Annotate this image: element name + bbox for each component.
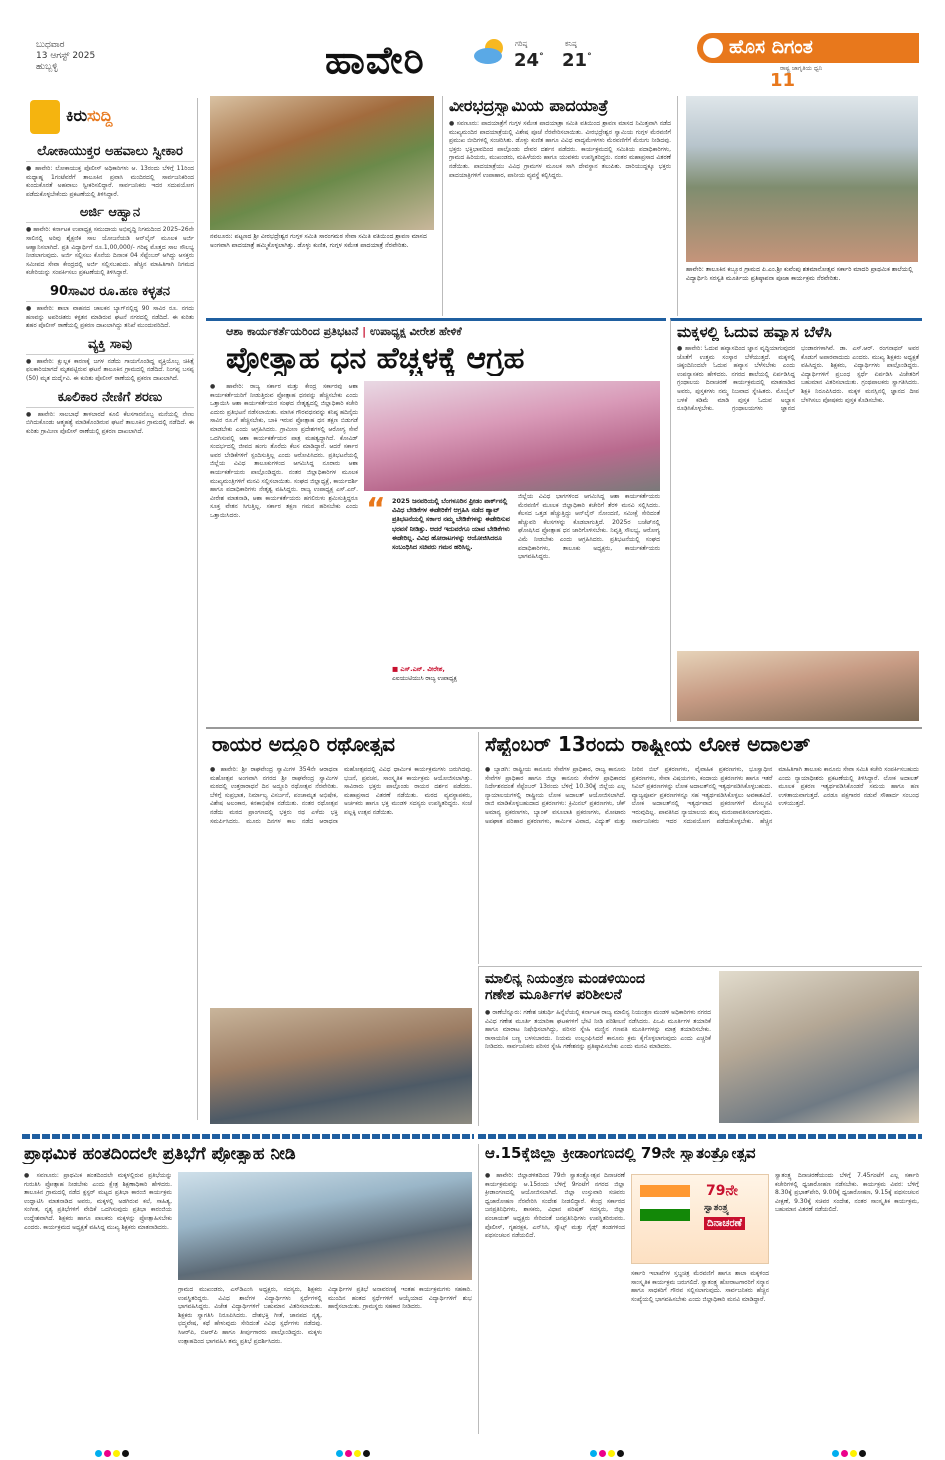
library-event-photo [677,651,919,721]
body-col2: ಸರ್ಕಾರಿ ಇಲಾಖೆಗಳ ಸ್ತಬ್ಧಚಿತ್ರ ಮೆರವಣಿಗೆ ಹಾಗೂ ಶಾಲಾ ಮಕ್ಕಳಿಂದ ಸಾಂಸ್ಕೃತಿಕ ಕಾರ್ಯಕ್ರಮ ಜರುಗಲಿದೆ. ಸ್ವಾತಂತ್ರ್ಯ ಹೋರಾಟಗಾರರಿಗೆ ಸನ್ಮಾನ ಹಾಗೂ ಸಾಧಕರಿಗೆ ಗೌರವ ಸಲ್ಲಿಸಲಾಗುವುದು. ಸಾರ್ವಜನಿಕರು ಹೆಚ್ಚಿನ ಸಂಖ್ಯೆಯಲ್ಲಿ ಭಾಗವಹಿಸಬೇಕು ಎಂದು ಜಿಲ್ಲಾಧಿಕಾರಿ ಮನವಿ ಮಾಡಿದ್ದಾರೆ. [631,1270,769,1303]
kicker-a: ಆಶಾ ಕಾರ್ಯಕರ್ತೆಯರಿಂದ ಪ್ರತಿಭಟನೆ [226,325,359,338]
brief-headline: ಅರ್ಜಿ ಆಹ್ವಾನ [26,205,194,223]
story-school-photo [682,96,922,316]
story-rathotsava [206,732,474,1126]
headline: ರಾಯರ ಅದ್ದೂರಿ ರಥೋತ್ಸವ [212,732,395,756]
flag-icon [640,1185,690,1221]
kicker-b: ಉಪಾಧ್ಯಕ್ಷ ವೀರೇಶ ಹೇಳಿಕೆ [369,325,462,338]
brief-item [26,144,194,199]
registration-marks-right [832,1442,868,1460]
chariot-photo [210,1008,472,1124]
brief-headline: ಲೋಕಾಯುಕ್ತರ ಅಹವಾಲು ಸ್ವೀಕಾರ [26,144,194,162]
story-padayatre [442,96,678,316]
brief-item [26,337,194,384]
body-col3: ಸ್ವಾತಂತ್ರ್ಯ ದಿನಾಚರಣೆಯಂದು ಬೆಳಿಗ್ಗೆ 7.45ಗಂಟೆಗೆ ಎಲ್ಲ ಸರ್ಕಾರಿ ಕಚೇರಿಗಳಲ್ಲಿ ಧ್ವಜಾರೋಹಣ ನಡೆಸಬೇಕು. ಕಾರ್ಯಕ್ರಮ ವಿವರ: ಬೆಳಿಗ್ಗೆ 8.30ಕ್ಕೆ ಪ್ರಭಾತ್‌ಪೇರಿ, 9.00ಕ್ಕೆ ಧ್ವಜಾರೋಹಣ, 9.15ಕ್ಕೆ ಪಥಸಂಚಲನ ವೀಕ್ಷಣೆ, 9.30ಕ್ಕೆ ಸಚಿವರ ಸಂದೇಶ, ನಂತರ ಸಾಂಸ್ಕೃತಿಕ ಕಾರ್ಯಕ್ರಮ, ಬಹುಮಾನ ವಿತರಣೆ ನಡೆಯಲಿದೆ. [775,1172,919,1214]
brief-body: ● ಹಾವೇರಿ: ಕ್ಷುಲ್ಲಕ ಕಾರಣಕ್ಕೆ ಜಗಳ ನಡೆದು ಗಾಯಗೊಂಡಿದ್ದ ವ್ಯಕ್ತಿಯೊಬ್ಬ ಚಿಕಿತ್ಸೆ ಫಲಕಾರಿಯಾಗದೆ ಮೃತಪಟ್ಟಿರುವ ಘಟನೆ ತಾಲೂಕಿನ ಗ್ರಾಮದಲ್ಲಿ ನಡೆದಿದೆ. ನಿಂಗಪ್ಪ ಬಸಪ್ಪ (50) ಮೃತ ದುರ್ದೈವಿ. ಈ ಕುರಿತು ಪೊಲೀಸ್ ಠಾಣೆಯಲ್ಲಿ ಪ್ರಕರಣ ದಾಖಲಾಗಿದೆ. [26,357,194,382]
body: ● ಸವಣೂರು: ಪಾದಯಾತ್ರೆಗೆ ಗುಗ್ಗಳ ಸಮೇತ ಪಾದಯಾತ್ರಾ ಸಮಿತಿ ವತಿಯಿಂದ ಶ್ರಾವಣ ಮಾಸದ ನಿಮಿತ್ತವಾಗಿ ನಡೆದ ಮುಖ್ಯಮಂದಿರ ಪಾದಯಾತ್ರೆಯಲ್ಲಿ ವಿಶೇಷ ಪೂಜೆ ನೆರವೇರಿಸಲಾಯಿತು. ವೀರಭದ್ರೇಶ್ವರ ಸ್ವಾಮಿಯ ಗುಗ್ಗಳ ಮೆರವಣಿಗೆ ಪ್ರಮುಖ ಬೀದಿಗಳಲ್ಲಿ ಸಂಚರಿಸಿತು. ಡೊಳ್ಳು ಕುಣಿತ ಹಾಗೂ ವಿವಿಧ ವಾದ್ಯಮೇಳಗಳು ಮೆರವಣಿಗೆಗೆ ಮೆರುಗು ನೀಡಿದವು. ಭಕ್ತರು ಭಕ್ತಿಭಾವದಿಂದ ಪಾಲ್ಗೊಂಡು ದೇವರ ದರ್ಶನ ಪಡೆದರು. ಕಾರ್ಯಕ್ರಮದಲ್ಲಿ ಸಮಿತಿಯ ಪದಾಧಿಕಾರಿಗಳು, ಗ್ರಾಮದ ಹಿರಿಯರು, ಮುಖಂಡರು, ಮಹಿಳೆಯರು ಹಾಗೂ ಯುವಕರು ಉಪಸ್ಥಿತರಿದ್ದರು. ನಂತರ ಮಹಾಪ್ರಸಾದ ವಿತರಣೆ ನಡೆಯಿತು. ಪಾದಯಾತ್ರೆಯು ವಿವಿಧ ಗ್ರಾಮಗಳ ಮೂಲಕ ಸಾಗಿ ದೇವಸ್ಥಾನ ತಲುಪಿತು. ದಾರಿಯುದ್ದಕ್ಕೂ ಭಕ್ತರು ಪಾದಯಾತ್ರಿಗಳಿಗೆ ಉಪಾಹಾರ, ಪಾನೀಯ ವ್ಯವಸ್ಥೆ ಕಲ್ಪಿಸಿದ್ದರು. [449,120,671,179]
headline: ಮಕ್ಕಳಲ್ಲಿ ಓದುವ ಹವ್ಯಾಸ ಬೆಳೆಸಿ [677,323,832,341]
protest-photo [364,381,660,491]
temp-min: 21° [562,50,592,71]
masthead [0,0,945,92]
body: ● ಬ್ಯಾಡಗಿ: ರಾಷ್ಟ್ರೀಯ ಕಾನೂನು ಸೇವೆಗಳ ಪ್ರಾಧಿಕಾರ, ರಾಜ್ಯ ಕಾನೂನು ಸೇವೆಗಳ ಪ್ರಾಧಿಕಾರ ಹಾಗೂ ಜಿಲ್ಲಾ ಕಾನೂನು ಸೇವೆಗಳ ಪ್ರಾಧಿಕಾರದ ನಿರ್ದೇಶನದಂತೆ ಸೆಪ್ಟೆಂಬರ್ 13ರಂದು ಬೆಳಿಗ್ಗೆ 10.30ಕ್ಕೆ ಜಿಲ್ಲೆಯ ಎಲ್ಲ ನ್ಯಾಯಾಲಯಗಳಲ್ಲಿ ರಾಷ್ಟ್ರೀಯ ಲೋಕ ಅದಾಲತ್ ಆಯೋಜಿಸಲಾಗಿದೆ. ರಾಜಿ ಮಾಡಿಕೊಳ್ಳಬಹುದಾದ ಪ್ರಕರಣಗಳು: ಕ್ರಿಮಿನಲ್ ಪ್ರಕರಣಗಳು, ಚೆಕ್ ಅಮಾನ್ಯ ಪ್ರಕರಣಗಳು, ಬ್ಯಾಂಕ್ ವಸೂಲಾತಿ ಪ್ರಕರಣಗಳು, ಮೋಟಾರು ಅಪಘಾತ ಪರಿಹಾರ ಪ್ರಕರಣಗಳು, ಕಾರ್ಮಿಕ ವಿವಾದ, ವಿದ್ಯುತ್ ಮತ್ತು ನೀರಿನ ಬಿಲ್ ಪ್ರಕರಣಗಳು, ವೈವಾಹಿಕ ಪ್ರಕರಣಗಳು, ಭೂಸ್ವಾಧೀನ ಪ್ರಕರಣಗಳು, ಸೇವಾ ವಿಷಯಗಳು, ಕಂದಾಯ ಪ್ರಕರಣಗಳು ಹಾಗೂ ಇತರೆ ಸಿವಿಲ್ ಪ್ರಕರಣಗಳನ್ನು ಲೋಕ ಅದಾಲತ್‌ನಲ್ಲಿ ಇತ್ಯರ್ಥಪಡಿಸಿಕೊಳ್ಳಬಹುದು. ವ್ಯಾಜ್ಯಪೂರ್ವ ಪ್ರಕರಣಗಳನ್ನೂ ಸಹ ಇತ್ಯರ್ಥಪಡಿಸಿಕೊಳ್ಳಲು ಅವಕಾಶವಿದೆ. ಲೋಕ ಅದಾಲತ್‌ನಲ್ಲಿ ಇತ್ಯರ್ಥವಾದ ಪ್ರಕರಣಗಳಿಗೆ ಮೇಲ್ಮನವಿ ಇರುವುದಿಲ್ಲ. ಪಾವತಿಸಿದ ನ್ಯಾಯಾಲಯ ಶುಲ್ಕ ಮರುಪಾವತಿಸಲಾಗುವುದು. ಸಾರ್ವಜನಿಕರು ಇದರ ಸದುಪಯೋಗ ಪಡೆದುಕೊಳ್ಳಬೇಕು. ಹೆಚ್ಚಿನ ಮಾಹಿತಿಗಾಗಿ ತಾಲೂಕು ಕಾನೂನು ಸೇವಾ ಸಮಿತಿ ಕಚೇರಿ ಸಂಪರ್ಕಿಸಬಹುದು ಎಂದು ನ್ಯಾಯಾಧೀಶರು ಪ್ರಕಟಣೆಯಲ್ಲಿ ತಿಳಿಸಿದ್ದಾರೆ. ಲೋಕ ಅದಾಲತ್ ಮೂಲಕ ಪ್ರಕರಣ ಇತ್ಯರ್ಥಪಡಿಸಿಕೊಂಡರೆ ಸಮಯ ಹಾಗೂ ಹಣ ಉಳಿತಾಯವಾಗುತ್ತದೆ. ಎರಡೂ ಪಕ್ಷಗಾರರ ನಡುವೆ ಸೌಹಾರ್ದ ಸಂಬಂಧ ಉಳಿಯುತ್ತದೆ. [485,766,919,825]
school-group-photo [686,96,918,262]
logo-emblem-icon [703,38,723,58]
edition-title: ಹಾವೇರಿ [325,38,425,82]
brief-headline: 90ಸಾವಿರ ರೂ.ಹಣ ಕಳ್ಳತನ [26,284,194,302]
procession-photo [210,96,434,230]
idol-inspection-photo [719,971,919,1123]
body-col1: ● ಹಾವೇರಿ: ಜಿಲ್ಲಾಡಳಿತದಿಂದ 79ನೇ ಸ್ವಾತಂತ್ರ್ಯೋತ್ಸವ ದಿನಾಚರಣೆ ಕಾರ್ಯಕ್ರಮವನ್ನು ಆ.15ರಂದು ಬೆಳಿಗ್ಗೆ 9ಗಂಟೆಗೆ ನಗರದ ಜಿಲ್ಲಾ ಕ್ರೀಡಾಂಗಣದಲ್ಲಿ ಆಯೋಜಿಸಲಾಗಿದೆ. ಜಿಲ್ಲಾ ಉಸ್ತುವಾರಿ ಸಚಿವರು ಧ್ವಜಾರೋಹಣ ನೆರವೇರಿಸಿ ಸಂದೇಶ ನೀಡಲಿದ್ದಾರೆ. ಕೇಂದ್ರ ಸರ್ಕಾರದ ಜನಪ್ರತಿನಿಧಿಗಳು, ಶಾಸಕರು, ವಿಧಾನ ಪರಿಷತ್ ಸದಸ್ಯರು, ಜಿಲ್ಲಾ ಪಂಚಾಯತ್ ಅಧ್ಯಕ್ಷರು ಸೇರಿದಂತೆ ಜನಪ್ರತಿನಿಧಿಗಳು ಉಪಸ್ಥಿತರಿರುವರು. ಪೊಲೀಸ್, ಗೃಹರಕ್ಷಕ, ಎನ್‌ಸಿಸಿ, ಸ್ಕೌಟ್ಸ್ ಮತ್ತು ಗೈಡ್ಸ್ ತಂಡಗಳಿಂದ ಪಥಸಂಚಲನ ನಡೆಯಲಿದೆ. [485,1172,625,1240]
headline: ಸೆಪ್ಟೆಂಬರ್ 13ರಂದು ರಾಷ್ಟ್ರೀಯ ಲೋಕ ಅದಾಲತ್ [485,732,811,756]
independence-card [631,1174,769,1264]
paper-logo [697,33,919,63]
photo-caption: ಹಾವೇರಿ: ತಾಲೂಕಿನ ಕಬ್ಬೂರ ಗ್ರಾಮದ ಪಿ.ಎಂ.ಶ್ರೀ ಕುವೆಂಪು ಶತಮಾನೋತ್ಸವ ಸರ್ಕಾರಿ ಮಾದರಿ ಪ್ರಾಥಮಿಕ ಶಾಲೆಯಲ್ಲಿ ವಿದ್ಯಾರ್ಥಿನಿ ಸರಸ್ವತಿ ಮೂರ್ತಿಯ ಪ್ರತಿಷ್ಠಾಪನಾ ಪೂಜಾ ಕಾರ್ಯಕ್ರಮ ನೆರವೇರಿತು. [686,266,913,282]
quote-text: 2025 ಜನವರಿಯಲ್ಲಿ ಬೆಂಗಳೂರಿನ ಫ್ರೀಡಂ ಪಾರ್ಕ್‌ನಲ್ಲಿ ವಿವಿಧ ಬೇಡಿಕೆಗಳ ಈಡೇರಿಕೆಗೆ ಆಗ್ರಹಿಸಿ ನಡೆದ ಹ್ಯಾಟ್ ಪ್ರತಿಭಟನೆಯಲ್ಲಿ ಸರ್ಕಾರ ನಮ್ಮ ಬೇಡಿಕೆಗಳನ್ನು ಈಡೇರಿಸುವ ಭರವಸೆ ನೀಡಿತ್ತು. ಆದರೆ ಇದುವರೆಗೂ ಯಾವ ಬೇಡಿಕೆಗಳು ಈಡೇರಿಲ್ಲ. ವಿವಿಧ ಹೋರಾಟಗಳನ್ನು ಆಯೋಜಿಸಿದರೂ ಸಂಬಂಧಿಸಿದ ಸಚಿವರು ಗಮನ ಹರಿಸಿಲ್ಲ. [392,497,510,552]
quote-mark-icon: “ [366,492,386,527]
body: ● ಹಾವೇರಿ: ಶ್ರೀ ರಾಘವೇಂದ್ರ ಸ್ವಾಮಿಗಳ 354ನೇ ಆರಾಧನಾ ಮಹೋತ್ಸವ ಅಂಗವಾಗಿ ನಗರದ ಶ್ರೀ ರಾಘವೇಂದ್ರ ಸ್ವಾಮಿಗಳ ಮಠದಲ್ಲಿ ಉತ್ತರಾರಾಧನೆ ದಿನ ಅದ್ದೂರಿ ರಥೋತ್ಸವ ನೆರವೇರಿತು. ಬೆಳಿಗ್ಗೆ ಸುಪ್ರಭಾತ, ನಿರ್ಮಾಲ್ಯ ವಿಸರ್ಜನೆ, ಪಂಚಾಮೃತ ಅಭಿಷೇಕ, ವಿಶೇಷ ಅಲಂಕಾರ, ಕನಕಾಭಿಷೇಕ ನಡೆಯಿತು. ನಂತರ ರಥೋತ್ಸವ ನಡೆದು ಮಠದ ಪ್ರಾಂಗಣದಲ್ಲಿ ಭಕ್ತರು ರಥ ಎಳೆದು ಭಕ್ತಿ ಸಮರ್ಪಿಸಿದರು. ಮೂರು ದಿನಗಳ ಕಾಲ ನಡೆದ ಆರಾಧನಾ ಮಹೋತ್ಸವದಲ್ಲಿ ವಿವಿಧ ಧಾರ್ಮಿಕ ಕಾರ್ಯಕ್ರಮಗಳು ಜರುಗಿದವು. ಭಜನೆ, ಪ್ರವಚನ, ಸಾಂಸ್ಕೃತಿಕ ಕಾರ್ಯಕ್ರಮ ಆಯೋಜಿಸಲಾಗಿತ್ತು. ಸಾವಿರಾರು ಭಕ್ತರು ಪಾಲ್ಗೊಂಡು ರಾಯರ ದರ್ಶನ ಪಡೆದರು. ಮಹಾಪ್ರಸಾದ ವಿತರಣೆ ನಡೆಯಿತು. ಮಠದ ವ್ಯವಸ್ಥಾಪಕರು, ಅರ್ಚಕರು ಹಾಗೂ ಭಕ್ತ ಮಂಡಳಿ ಸದಸ್ಯರು ಉಪಸ್ಥಿತರಿದ್ದರು. ಸಂಜೆ ಪಲ್ಲಕ್ಕಿ ಉತ್ಸವ ನಡೆಯಿತು. [210,766,472,825]
date: 13 ಆಗಸ್ಟ್ 2025 [36,51,96,61]
quote-role: ಎಐಯುಟಿಯುಸಿ ರಾಜ್ಯ ಉಪಾಧ್ಯಕ್ಷ [392,675,457,682]
brief-body: ● ಹಾವೇರಿ: ಲೋಕಾಯುಕ್ತ ಪೊಲೀಸ್ ಅಧಿಕಾರಿಗಳು ಆ. 13ರಂದು ಬೆಳಿಗ್ಗೆ 11ರಿಂದ ಮಧ್ಯಾಹ್ನ 1ಗಂಟೆವರೆಗೆ ತಾಲೂಕಿನ ಪ್ರವಾಸಿ ಮಂದಿರದಲ್ಲಿ ಸಾರ್ವಜನಿಕರಿಂದ ಕುಂದುಕೊರತೆ ಅಹವಾಲು ಸ್ವೀಕರಿಸಲಿದ್ದಾರೆ. ಸಾರ್ವಜನಿಕರು ಇದರ ಸದುಪಯೋಗ ಪಡೆದುಕೊಳ್ಳಬೇಕೆಂದು ಪ್ರಕಟಣೆಯಲ್ಲಿ ತಿಳಿಸಿದ್ದಾರೆ. [26,165,194,198]
quote-box [364,493,514,719]
headline: ಪ್ರಾಥಮಿಕ ಹಂತದಿಂದಲೇ ಪ್ರತಿಭೆಗೆ ಪ್ರೋತ್ಸಾಹ ನೀಡಿ [24,1144,296,1164]
brief-headline: ಕೂಲಿಕಾರ ನೇಣಿಗೆ ಶರಣು [26,390,194,408]
brief-body: ● ಹಾವೇರಿ: ಶಾಲಾ ವಾಹನದ ಚಾಲಕನ ಬ್ಯಾಗ್‌ನಲ್ಲಿದ್ದ 90 ಸಾವಿರ ರೂ. ನಗದು ಹಣವನ್ನು ಅಪರಿಚಿತರು ಕಳ್ಳತನ ಮಾಡಿರುವ ಘಟನೆ ನಗರದಲ್ಲಿ ನಡೆದಿದೆ. ಈ ಕುರಿತು ಶಹರ ಪೊಲೀಸ್ ಠಾಣೆಯಲ್ಲಿ ಪ್ರಕರಣ ದಾಖಲಾಗಿದ್ದು ತನಿಖೆ ಮುಂದುವರಿದಿದೆ. [26,304,194,330]
body-col3: ವಿದ್ಯಾರ್ಥಿಗಳ ಪ್ರತಿಭೆ ಅನಾವರಣಕ್ಕೆ ಇಂತಹ ಕಾರ್ಯಕ್ರಮಗಳು ಸಹಕಾರಿ. ಮುಂದಿನ ಹಂತದ ಸ್ಪರ್ಧೆಗಳಿಗೆ ಆಯ್ಕೆಯಾದ ವಿದ್ಯಾರ್ಥಿಗಳಿಗೆ ಶುಭ ಹಾರೈಸಲಾಯಿತು. ಗ್ರಾಮಸ್ಥರು ಸಹಕಾರ ನೀಡಿದರು. [328,1286,472,1311]
bottom-divider-right [478,1134,922,1139]
hand-point-icon [30,100,60,134]
story-independence [478,1144,922,1434]
page-number: 11 [770,70,796,91]
body: ● ರಾಣೆಬೆನ್ನೂರು: ಗಣೇಶ ಚತುರ್ಥಿ ಹಿನ್ನೆಲೆಯಲ್ಲಿ ಕರ್ನಾಟಕ ರಾಜ್ಯ ಮಾಲಿನ್ಯ ನಿಯಂತ್ರಣ ಮಂಡಳಿ ಅಧಿಕಾರಿಗಳು ನಗರದ ವಿವಿಧ ಗಣೇಶ ಮೂರ್ತಿ ತಯಾರಿಕಾ ಘಟಕಗಳಿಗೆ ಭೇಟಿ ನೀಡಿ ಪರಿಶೀಲನೆ ನಡೆಸಿದರು. ಪಿಒಪಿ ಮೂರ್ತಿಗಳ ತಯಾರಿಕೆ ಹಾಗೂ ಮಾರಾಟ ನಿಷೇಧಿಸಲಾಗಿದ್ದು, ಪರಿಸರ ಸ್ನೇಹಿ ಮಣ್ಣಿನ ಗಣಪತಿ ಮೂರ್ತಿಗಳನ್ನು ಮಾತ್ರ ತಯಾರಿಸಬೇಕು. ರಾಸಾಯನಿಕ ಬಣ್ಣ ಬಳಸಬಾರದು. ನಿಯಮ ಉಲ್ಲಂಘಿಸಿದರೆ ಕಾನೂನು ಕ್ರಮ ಕೈಗೊಳ್ಳಲಾಗುವುದು ಎಂದು ಎಚ್ಚರಿಕೆ ನೀಡಿದರು. ಸಾರ್ವಜನಿಕರು ಪರಿಸರ ಸ್ನೇಹಿ ಗಣೇಶನನ್ನು ಪ್ರತಿಷ್ಠಾಪಿಸಬೇಕು ಎಂದು ಮನವಿ ಮಾಡಿದರು. [485,1009,711,1051]
quote-author: ■ ಎಸ್.ಎನ್. ವೀರೇಶ, [392,665,445,673]
brief-headline: ವ್ಯಕ್ತಿ ಸಾವು [26,337,194,355]
lead-col3: ಜಿಲ್ಲೆಯ ವಿವಿಧ ಭಾಗಗಳಿಂದ ಆಗಮಿಸಿದ್ದ ಆಶಾ ಕಾರ್ಯಕರ್ತೆಯರು ಮೆರವಣಿಗೆ ಮೂಲಕ ಜಿಲ್ಲಾಧಿಕಾರಿ ಕಚೇರಿಗೆ ತೆರಳಿ ಮನವಿ ಸಲ್ಲಿಸಿದರು. ಕೆಲಸದ ಒತ್ತಡ ಹೆಚ್ಚುತ್ತಿದ್ದು ಆನ್‌ಲೈನ್ ನೋಂದಣಿ, ಸಮೀಕ್ಷೆ ಸೇರಿದಂತೆ ಹೆಚ್ಚುವರಿ ಕೆಲಸಗಳನ್ನು ಕೊಡಲಾಗುತ್ತಿದೆ. 2025ರ ಬಜೆಟ್‌ನಲ್ಲಿ ಘೋಷಿಸಿದ ಪ್ರೋತ್ಸಾಹ ಧನ ಜಾರಿಗೊಳಿಸಬೇಕು. ನಿವೃತ್ತಿ ಸೌಲಭ್ಯ, ಆರೋಗ್ಯ ವಿಮೆ ನೀಡಬೇಕು ಎಂದು ಆಗ್ರಹಿಸಿದರು. ಪ್ರತಿಭಟನೆಯಲ್ಲಿ ಸಂಘದ ಪದಾಧಿಕಾರಿಗಳು, ತಾಲೂಕು ಅಧ್ಯಕ್ಷರು, ಕಾರ್ಯಕರ್ತೆಯರು ಭಾಗವಹಿಸಿದ್ದರು. [518,493,660,561]
registration-marks-mid [336,1442,372,1460]
headline-line1: ಮಾಲಿನ್ಯ ನಿಯಂತ್ರಣ ಮಂಡಳಿಯಿಂದ [485,971,645,987]
section-rule [206,727,922,729]
brief-item [26,390,194,437]
temp-max: 24° [514,50,544,71]
temp-min-label: ಕನಿಷ್ಠ [565,40,577,48]
kiru-suddi-column [22,98,198,1120]
bottom-divider-left [22,1134,474,1139]
headline-line2: ಗಣೇಶ ಮೂರ್ತಿಗಳ ಪರಿಶೀಲನೆ [485,987,622,1003]
story-adalat [478,732,922,964]
story-padayatre-photo [206,96,438,316]
registration-marks-left [95,1442,131,1460]
brief-body: ● ಹಾವೇರಿ: ಕರ್ನಾಟಕ ಉಪಾಧ್ಯಕ್ಷ ಸಮುದಾಯ ಅಭಿವೃದ್ಧಿ ನಿಗಮದಿಂದ 2025–26ನೇ ಸಾಲಿನಲ್ಲಿ ಅರಿವು ಶೈಕ್ಷಣಿಕ ಸಾಲ ಯೋಜನೆಯಡಿ ಆನ್‌ಲೈನ್ ಮೂಲಕ ಅರ್ಜಿ ಆಹ್ವಾನಿಸಲಾಗಿದೆ. ಪ್ರತಿ ವಿದ್ಯಾರ್ಥಿಗೆ ರೂ.1,00,000/- ಗರಿಷ್ಠ ಮೊತ್ತದ ಸಾಲ ಸೌಲಭ್ಯ ನೀಡಲಾಗುವುದು. ಅರ್ಜಿ ಸಲ್ಲಿಸಲು ಕೊನೆಯ ದಿನಾಂಕ 04 ಸೆಪ್ಟೆಂಬರ್ ಆಗಿದ್ದು ಆಸಕ್ತರು ಸಮೀಪದ ಸೇವಾ ಕೇಂದ್ರದಲ್ಲಿ ಅರ್ಜಿ ಸಲ್ಲಿಸಬಹುದು. ಹೆಚ್ಚಿನ ಮಾಹಿತಿಗಾಗಿ ನಿಗಮದ ಕಚೇರಿಯನ್ನು ಸಂಪರ್ಕಿಸಲು ಪ್ರಕಟಣೆಯಲ್ಲಿ ತಿಳಿಸಿದ್ದಾರೆ. [26,226,194,277]
tagline: ರಾಷ್ಟ್ರ ಜಾಗೃತಿಯ ಧ್ವನಿ [780,65,823,72]
card-line3: ದಿನಾಚರಣೆ [704,1217,745,1230]
day: ಬುಧವಾರ [36,40,65,50]
story-ganesha [478,966,922,1126]
brief-list [26,144,194,1119]
lead-headline: ಪ್ರೋತ್ಸಾಹ ಧನ ಹೆಚ್ಚಳಕ್ಕೆ ಆಗ್ರಹ [226,341,525,376]
photo-caption: ನವಲೂರು: ಪಟ್ಟಣದ ಶ್ರೀ ವೀರಭದ್ರೇಶ್ವರ ಗುಗ್ಗಳ ಸಮಿತಿ ಸಾರಂಗಮಠ ಸೇವಾ ಸಮಿತಿ ವತಿಯಿಂದ ಶ್ರಾವಣ ಮಾಸದ ಅಂಗವಾಗಿ ಪಾದಯಾತ್ರೆ ಹಮ್ಮಿಕೊಳ್ಳಲಾಗಿತ್ತು. ಡೊಳ್ಳು ಕುಣಿತ, ಗುಗ್ಗಳ ಸಮೇತ ಪಾದಯಾತ್ರೆ ನೆರವೇರಿತು. [210,233,427,249]
students-award-photo [178,1172,472,1280]
banner-label: ಕಿರುಸುದ್ದಿ [66,106,113,125]
lead-kicker [226,325,656,339]
brief-item [26,284,194,331]
dateline [36,40,156,73]
paper-name: ಹೊಸ ದಿಗಂತ [729,36,813,58]
body-col2: ಗ್ರಾಮದ ಮುಖಂಡರು, ಎಸ್‌ಡಿಎಂಸಿ ಅಧ್ಯಕ್ಷರು, ಸದಸ್ಯರು, ಶಿಕ್ಷಕರು ಉಪಸ್ಥಿತರಿದ್ದರು. ವಿವಿಧ ಶಾಲೆಗಳ ವಿದ್ಯಾರ್ಥಿಗಳು ಸ್ಪರ್ಧೆಗಳಲ್ಲಿ ಭಾಗವಹಿಸಿದ್ದರು. ವಿಜೇತ ವಿದ್ಯಾರ್ಥಿಗಳಿಗೆ ಬಹುಮಾನ ವಿತರಿಸಲಾಯಿತು. ಶಿಕ್ಷಕರು ಸ್ವಾಗತಿಸಿ ನಿರೂಪಿಸಿದರು. ದೇಶಭಕ್ತಿ ಗೀತೆ, ಜಾನಪದ ನೃತ್ಯ, ಛದ್ಮವೇಷ, ಕಥೆ ಹೇಳುವುದು ಸೇರಿದಂತೆ ವಿವಿಧ ಸ್ಪರ್ಧೆಗಳು ನಡೆದವು. ಸಿಆರ್‌ಪಿ, ಬಿಆರ್‌ಪಿ ಹಾಗೂ ತೀರ್ಪುಗಾರರು ಪಾಲ್ಗೊಂಡಿದ್ದರು. ಮಕ್ಕಳು ಉತ್ಸಾಹದಿಂದ ಭಾಗವಹಿಸಿ ತಮ್ಮ ಪ್ರತಿಭೆ ಪ್ರದರ್ಶಿಸಿದರು. [178,1286,322,1345]
lead-col1: ● ಹಾವೇರಿ: ರಾಜ್ಯ ಸರ್ಕಾರ ಮತ್ತು ಕೇಂದ್ರ ಸರ್ಕಾರವು ಆಶಾ ಕಾರ್ಯಕರ್ತೆಯರಿಗೆ ನೀಡುತ್ತಿರುವ ಪ್ರೋತ್ಸಾಹ ಧನವನ್ನು ಹೆಚ್ಚಿಸಬೇಕು ಎಂದು ಒತ್ತಾಯಿಸಿ ಆಶಾ ಕಾರ್ಯಕರ್ತೆಯರ ಸಂಘದ ನೇತೃತ್ವದಲ್ಲಿ ಜಿಲ್ಲಾಧಿಕಾರಿ ಕಚೇರಿ ಎದುರು ಪ್ರತಿಭಟನೆ ನಡೆಸಲಾಯಿತು. ಮಾಸಿಕ ಗೌರವಧನವನ್ನು ಕನಿಷ್ಠ ಹದಿನೈದು ಸಾವಿರ ರೂ.ಗೆ ಹೆಚ್ಚಿಸಬೇಕು, ಬಾಕಿ ಇರುವ ಪ್ರೋತ್ಸಾಹ ಧನ ತಕ್ಷಣ ಬಿಡುಗಡೆ ಮಾಡಬೇಕು ಎಂದು ಆಗ್ರಹಿಸಿದರು. ಗ್ರಾಮೀಣ ಪ್ರದೇಶಗಳಲ್ಲಿ ಆರೋಗ್ಯ ಸೇವೆ ಒದಗಿಸುವಲ್ಲಿ ಆಶಾ ಕಾರ್ಯಕರ್ತೆಯರ ಪಾತ್ರ ಮಹತ್ವದ್ದಾಗಿದೆ. ಕೋವಿಡ್ ಸಂದರ್ಭದಲ್ಲಿ ಜೀವದ ಹಂಗು ತೊರೆದು ಕೆಲಸ ಮಾಡಿದ್ದಾರೆ. ಆದರೆ ಸರ್ಕಾರ ಅವರ ಬೇಡಿಕೆಗಳಿಗೆ ಸ್ಪಂದಿಸುತ್ತಿಲ್ಲ ಎಂದು ಆರೋಪಿಸಿದರು. ಪ್ರತಿಭಟನೆಯಲ್ಲಿ ಜಿಲ್ಲೆಯ ವಿವಿಧ ತಾಲೂಕುಗಳಿಂದ ಆಗಮಿಸಿದ್ದ ನೂರಾರು ಆಶಾ ಕಾರ್ಯಕರ್ತೆಯರು ಪಾಲ್ಗೊಂಡಿದ್ದರು. ನಂತರ ಜಿಲ್ಲಾಧಿಕಾರಿಗಳ ಮೂಲಕ ಮುಖ್ಯಮಂತ್ರಿಗಳಿಗೆ ಮನವಿ ಸಲ್ಲಿಸಲಾಯಿತು. ಸಂಘದ ಜಿಲ್ಲಾಧ್ಯಕ್ಷೆ, ಕಾರ್ಯದರ್ಶಿ ಹಾಗೂ ಪದಾಧಿಕಾರಿಗಳು ನೇತೃತ್ವ ವಹಿಸಿದ್ದರು. ರಾಜ್ಯ ಉಪಾಧ್ಯಕ್ಷ ಎಸ್.ಎನ್. ವೀರೇಶ ಮಾತನಾಡಿ, ಆಶಾ ಕಾರ್ಯಕರ್ತೆಯರು ಹಗಲಿರುಳು ಶ್ರಮಿಸುತ್ತಿದ್ದರೂ ಸೂಕ್ತ ವೇತನ ಸಿಗುತ್ತಿಲ್ಲ. ಸರ್ಕಾರ ತಕ್ಷಣ ಗಮನ ಹರಿಸಬೇಕು ಎಂದು ಒತ್ತಾಯಿಸಿದರು. [210,383,358,519]
body-col1: ● ಸವಣೂರು: ಪ್ರಾಥಮಿಕ ಹಂತದಿಂದಲೇ ಮಕ್ಕಳಲ್ಲಿರುವ ಪ್ರತಿಭೆಯನ್ನು ಗುರುತಿಸಿ ಪ್ರೋತ್ಸಾಹ ನೀಡಬೇಕು ಎಂದು ಕ್ಷೇತ್ರ ಶಿಕ್ಷಣಾಧಿಕಾರಿ ಹೇಳಿದರು. ತಾಲೂಕಿನ ಗ್ರಾಮದಲ್ಲಿ ನಡೆದ ಕ್ಲಸ್ಟರ್ ಮಟ್ಟದ ಪ್ರತಿಭಾ ಕಾರಂಜಿ ಕಾರ್ಯಕ್ರಮ ಉದ್ಘಾಟಿಸಿ ಮಾತನಾಡಿದ ಅವರು, ಮಕ್ಕಳಲ್ಲಿ ಅಡಗಿರುವ ಕಲೆ, ಸಾಹಿತ್ಯ, ಸಂಗೀತ, ನೃತ್ಯ ಪ್ರತಿಭೆಗಳಿಗೆ ವೇದಿಕೆ ಒದಗಿಸುವುದು ಪ್ರತಿಭಾ ಕಾರಂಜಿಯ ಉದ್ದೇಶವಾಗಿದೆ. ಶಿಕ್ಷಕರು ಹಾಗೂ ಪಾಲಕರು ಮಕ್ಕಳನ್ನು ಪ್ರೋತ್ಸಾಹಿಸಬೇಕು ಎಂದರು. ಕಾರ್ಯಕ್ರಮದ ಅಧ್ಯಕ್ಷತೆ ವಹಿಸಿದ್ದ ಮುಖ್ಯ ಶಿಕ್ಷಕರು ಮಾತನಾಡಿದರು. [24,1172,172,1231]
headline: ವೀರಭದ್ರಸ್ವಾಮಿಯ ಪಾದಯಾತ್ರೆ [449,96,609,115]
location: ಹುಬ್ಬಳ್ಳಿ [36,62,58,72]
brief-item [26,205,194,278]
registration-marks-mid2 [590,1442,626,1460]
card-line1: 79ನೇ [706,1183,738,1199]
story-reading [670,318,922,722]
lead-story [206,318,666,722]
temp-max-label: ಗರಿಷ್ಠ [515,40,528,48]
card-line2: ಸ್ವಾತಂತ್ರ್ಯ [704,1203,730,1213]
headline: ಆ.15ಕ್ಕೆಜಿಲ್ಲಾ ಕ್ರೀಡಾಂಗಣದಲ್ಲಿ 79ನೇ ಸ್ವಾತಂತ್ರ್ಯೋತ್ಸವ [485,1144,756,1162]
body: ● ಹಾವೇರಿ: ಓದುವ ಹವ್ಯಾಸದಿಂದ ಜ್ಞಾನ ವೃದ್ಧಿಯಾಗುವುದರ ಜೊತೆಗೆ ಉತ್ತಮ ಸಂಸ್ಕಾರ ಬೆಳೆಯುತ್ತದೆ. ಮಕ್ಕಳಲ್ಲಿ ಚಿಕ್ಕಂದಿನಿಂದಲೇ ಓದುವ ಹವ್ಯಾಸ ಬೆಳೆಸಬೇಕು ಎಂದು ಉಪನ್ಯಾಸಕರು ಹೇಳಿದರು. ನಗರದ ಶಾಲೆಯಲ್ಲಿ ಏರ್ಪಡಿಸಿದ್ದ ಗ್ರಂಥಾಲಯ ದಿನಾಚರಣೆ ಕಾರ್ಯಕ್ರಮದಲ್ಲಿ ಮಾತನಾಡಿದ ಅವರು, ಪುಸ್ತಕಗಳು ನಮ್ಮ ನಿಜವಾದ ಸ್ನೇಹಿತರು. ಮೊಬೈಲ್ ಬಳಕೆ ಕಡಿಮೆ ಮಾಡಿ ಪುಸ್ತಕ ಓದುವ ಅಭ್ಯಾಸ ರೂಢಿಸಿಕೊಳ್ಳಬೇಕು. ಗ್ರಂಥಾಲಯಗಳು ಜ್ಞಾನದ ಭಂಡಾರಗಳಾಗಿವೆ. ಡಾ. ಎಸ್.ಆರ್. ರಂಗನಾಥನ್ ಅವರ ಕೊಡುಗೆ ಅಪಾರವಾದುದು ಎಂದರು. ಮುಖ್ಯ ಶಿಕ್ಷಕರು ಅಧ್ಯಕ್ಷತೆ ವಹಿಸಿದ್ದರು. ಶಿಕ್ಷಕರು, ವಿದ್ಯಾರ್ಥಿಗಳು ಪಾಲ್ಗೊಂಡಿದ್ದರು. ವಿದ್ಯಾರ್ಥಿಗಳಿಗೆ ಪ್ರಬಂಧ ಸ್ಪರ್ಧೆ ಏರ್ಪಡಿಸಿ ವಿಜೇತರಿಗೆ ಬಹುಮಾನ ವಿತರಿಸಲಾಯಿತು. ಗ್ರಂಥಪಾಲಕರು ಸ್ವಾಗತಿಸಿದರು. ಶಿಕ್ಷಕಿ ನಿರೂಪಿಸಿದರು. ಮಕ್ಕಳ ಮನಸ್ಸಿನಲ್ಲಿ ಜ್ಞಾನದ ದೀಪ ಬೆಳಗಿಸಲು ಪೋಷಕರು ಪುಸ್ತಕ ಕೊಡಿಸಬೇಕು. [677,345,919,413]
kiru-suddi-banner [26,100,154,134]
story-prathibha [22,1144,474,1434]
weather-icon [470,36,510,66]
brief-body: ● ಹಾವೇರಿ: ಸಾಲಬಾಧೆ ತಾಳಲಾರದೆ ಕೂಲಿ ಕೆಲಸಗಾರನೊಬ್ಬ ಮನೆಯಲ್ಲಿ ನೇಣು ಬಿಗಿದುಕೊಂಡು ಆತ್ಮಹತ್ಯೆ ಮಾಡಿಕೊಂಡಿರುವ ಘಟನೆ ತಾಲೂಕಿನ ಗ್ರಾಮದಲ್ಲಿ ನಡೆದಿದೆ. ಈ ಕುರಿತು ಗ್ರಾಮೀಣ ಪೊಲೀಸ್ ಠಾಣೆಯಲ್ಲಿ ಪ್ರಕರಣ ದಾಖಲಾಗಿದೆ. [26,410,194,435]
kicker-sep: | [362,325,367,338]
